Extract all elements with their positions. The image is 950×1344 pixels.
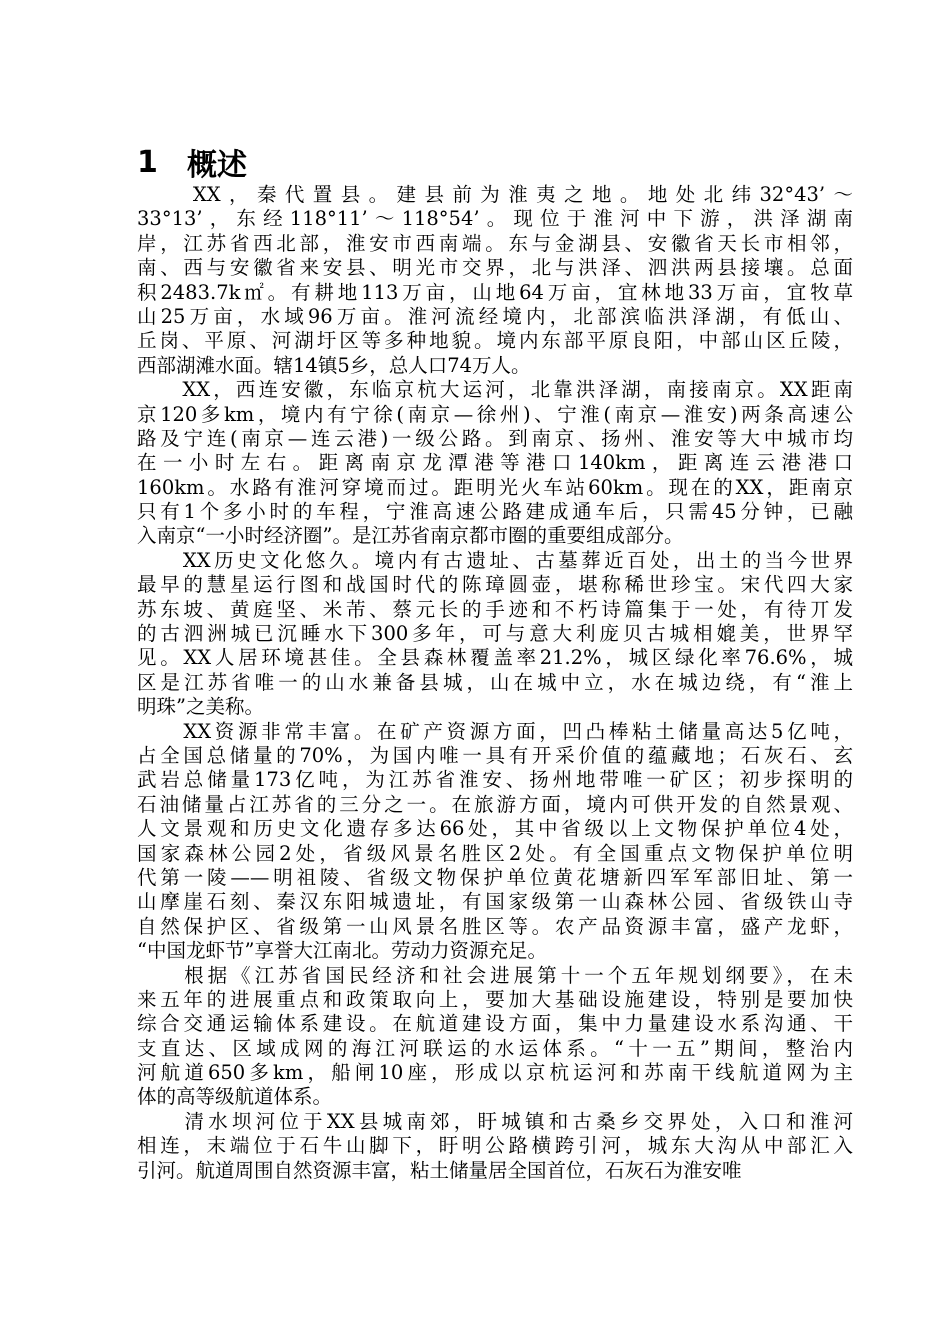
text-line: 占全国总储量的70%，为国内唯一具有开采价值的蕴藏地；石灰石、玄 — [137, 743, 853, 767]
paragraph — [137, 378, 853, 549]
text-line: 综合交通运输体系建设。在航道建设方面，集中力量建设水系沟通、干 — [137, 1012, 853, 1036]
text-line: XX历史文化悠久。境内有古遗址、古墓葬近百处，出土的当今世界 — [137, 548, 853, 572]
paragraph — [137, 720, 853, 964]
text-line: XX，西连安徽，东临京杭大运河，北靠洪泽湖，南接南京。XX距南 — [137, 378, 853, 402]
text-line: 的古泗洲城已沉睡水下300多年，可与意大利庞贝古城相媲美，世界罕 — [137, 622, 853, 646]
text-line: 区是江苏省唯一的山水兼备县城，山在城中立，水在城边绕，有“淮上 — [137, 670, 853, 694]
text-line: 只有1个多小时的车程，宁淮高速公路建成通车后，只需45分钟，已融 — [137, 500, 853, 524]
text-line: 160km。水路有淮河穿境而过。距明光火车站60km。现在的XX，距南京 — [137, 475, 853, 499]
paragraph — [137, 1110, 853, 1183]
text-line: XX，秦代置县。建县前为淮夷之地。地处北纬32°43’～ — [137, 183, 853, 206]
text-line: XX资源非常丰富。在矿产资源方面，凹凸棒粘土储量高达5亿吨， — [137, 719, 853, 743]
text-line: 国家森林公园2处，省级风景名胜区2处。有全国重点文物保护单位明 — [137, 841, 853, 865]
text-line: 清水坝河位于XX县城南郊，盱城镇和古桑乡交界处，入口和淮河 — [137, 1109, 853, 1133]
text-line: 体的高等级航道体系。 — [137, 1085, 333, 1109]
section-heading — [137, 140, 247, 184]
text-line: 人文景观和历史文化遗存多达66处，其中省级以上文物保护单位4处， — [137, 817, 853, 841]
text-line: 相连，末端位于石牛山脚下，盱明公路横跨引河，城东大沟从中部汇入 — [137, 1134, 853, 1158]
text-line: 自然保护区、省级第一山风景名胜区等。农产品资源丰富，盛产龙虾， — [137, 914, 853, 938]
section-title: 概述 — [187, 148, 247, 183]
text-line: 引河。航道周围自然资源丰富，粘土储量居全国首位，石灰石为淮安唯 — [137, 1158, 742, 1182]
text-line: 根据《江苏省国民经济和社会进展第十一个五年规划纲要》，在未 — [137, 963, 853, 987]
body-text — [137, 183, 853, 1183]
text-line: 河航道650多km，船闸10座，形成以京杭运河和苏南干线航道网为主 — [137, 1061, 853, 1085]
text-line: 最早的慧星运行图和战国时代的陈璋圆壶，堪称稀世珍宝。宋代四大家 — [137, 573, 853, 597]
text-line: 来五年的进展重点和政策取向上，要加大基础设施建设，特别是要加快 — [137, 987, 853, 1011]
text-line: 苏东坡、黄庭坚、米芾、蔡元长的手迹和不朽诗篇集于一处，有待丌发 — [137, 597, 853, 621]
text-line: 支直达、区域成网的海江河联运的水运体系。“十一五”期间，整治内 — [137, 1036, 853, 1060]
text-line: 代第一陵——明祖陵、省级文物保护单位黄花塘新四军军部旧址、第一 — [137, 865, 853, 889]
text-line: 明珠”之美称。 — [137, 695, 264, 719]
section-number: 1 — [137, 144, 158, 180]
text-line: 丘岗、平原、河湖圩区等多种地貌。境内东部平原良阳，中部山区丘陵， — [137, 329, 853, 353]
text-line: 山25万亩，水域96万亩。淮河流经境内，北部滨临洪泽湖，有低山、 — [137, 304, 853, 328]
paragraph — [137, 964, 853, 1110]
paragraph — [137, 549, 853, 720]
text-line: 石油储量占江苏省的三分之一。在旅游方面，境内可供开发的自然景观、 — [137, 792, 853, 816]
text-line: 山摩崖石刻、秦汉东阳城遗址，有国家级第一山森林公园、省级铁山寺 — [137, 890, 853, 914]
text-line: 积2483.7k㎡。有耕地113万亩，山地64万亩，宜林地33万亩，宜牧草 — [137, 280, 853, 304]
text-line: 武岩总储量173亿吨，为江苏省淮安、扬州地带唯一矿区；初步探明的 — [137, 768, 853, 792]
text-line: “中国龙虾节”享誉大江南北。劳动力资源充足。 — [137, 939, 547, 963]
text-line: 南、西与安徽省来安县、明光市交界，北与洪泽、泗洪两县接壤。总面 — [137, 256, 853, 280]
text-line: 岸，江苏省西北部，淮安市西南端。东与金湖县、安徽省天长市相邻， — [137, 231, 853, 255]
text-line: 入南京“一小时经济圈”。是江苏省南京都市圈的重要组成部分。 — [137, 524, 684, 548]
text-line: 西部湖滩水面。辖14镇5乡，总人口74万人。 — [137, 353, 531, 377]
text-line: 33°13’，东经118°11’～118°54’。现位于淮河中下游，洪泽湖南 — [137, 207, 853, 231]
text-line: 见。XX人居环境甚佳。全县森林覆盖率21.2%，城区绿化率76.6%，城 — [137, 646, 853, 670]
text-line: 在一小时左右。距离南京龙潭港等港口140km，距离连云港港口 — [137, 451, 853, 475]
text-line: 路及宁连(南京—连云港)一级公路。到南京、扬州、淮安等大中城市均 — [137, 426, 853, 450]
paragraph — [137, 183, 853, 378]
text-line: 京120多km，境内有宁徐(南京—徐州)、宁淮(南京—淮安)两条高速公 — [137, 402, 853, 426]
